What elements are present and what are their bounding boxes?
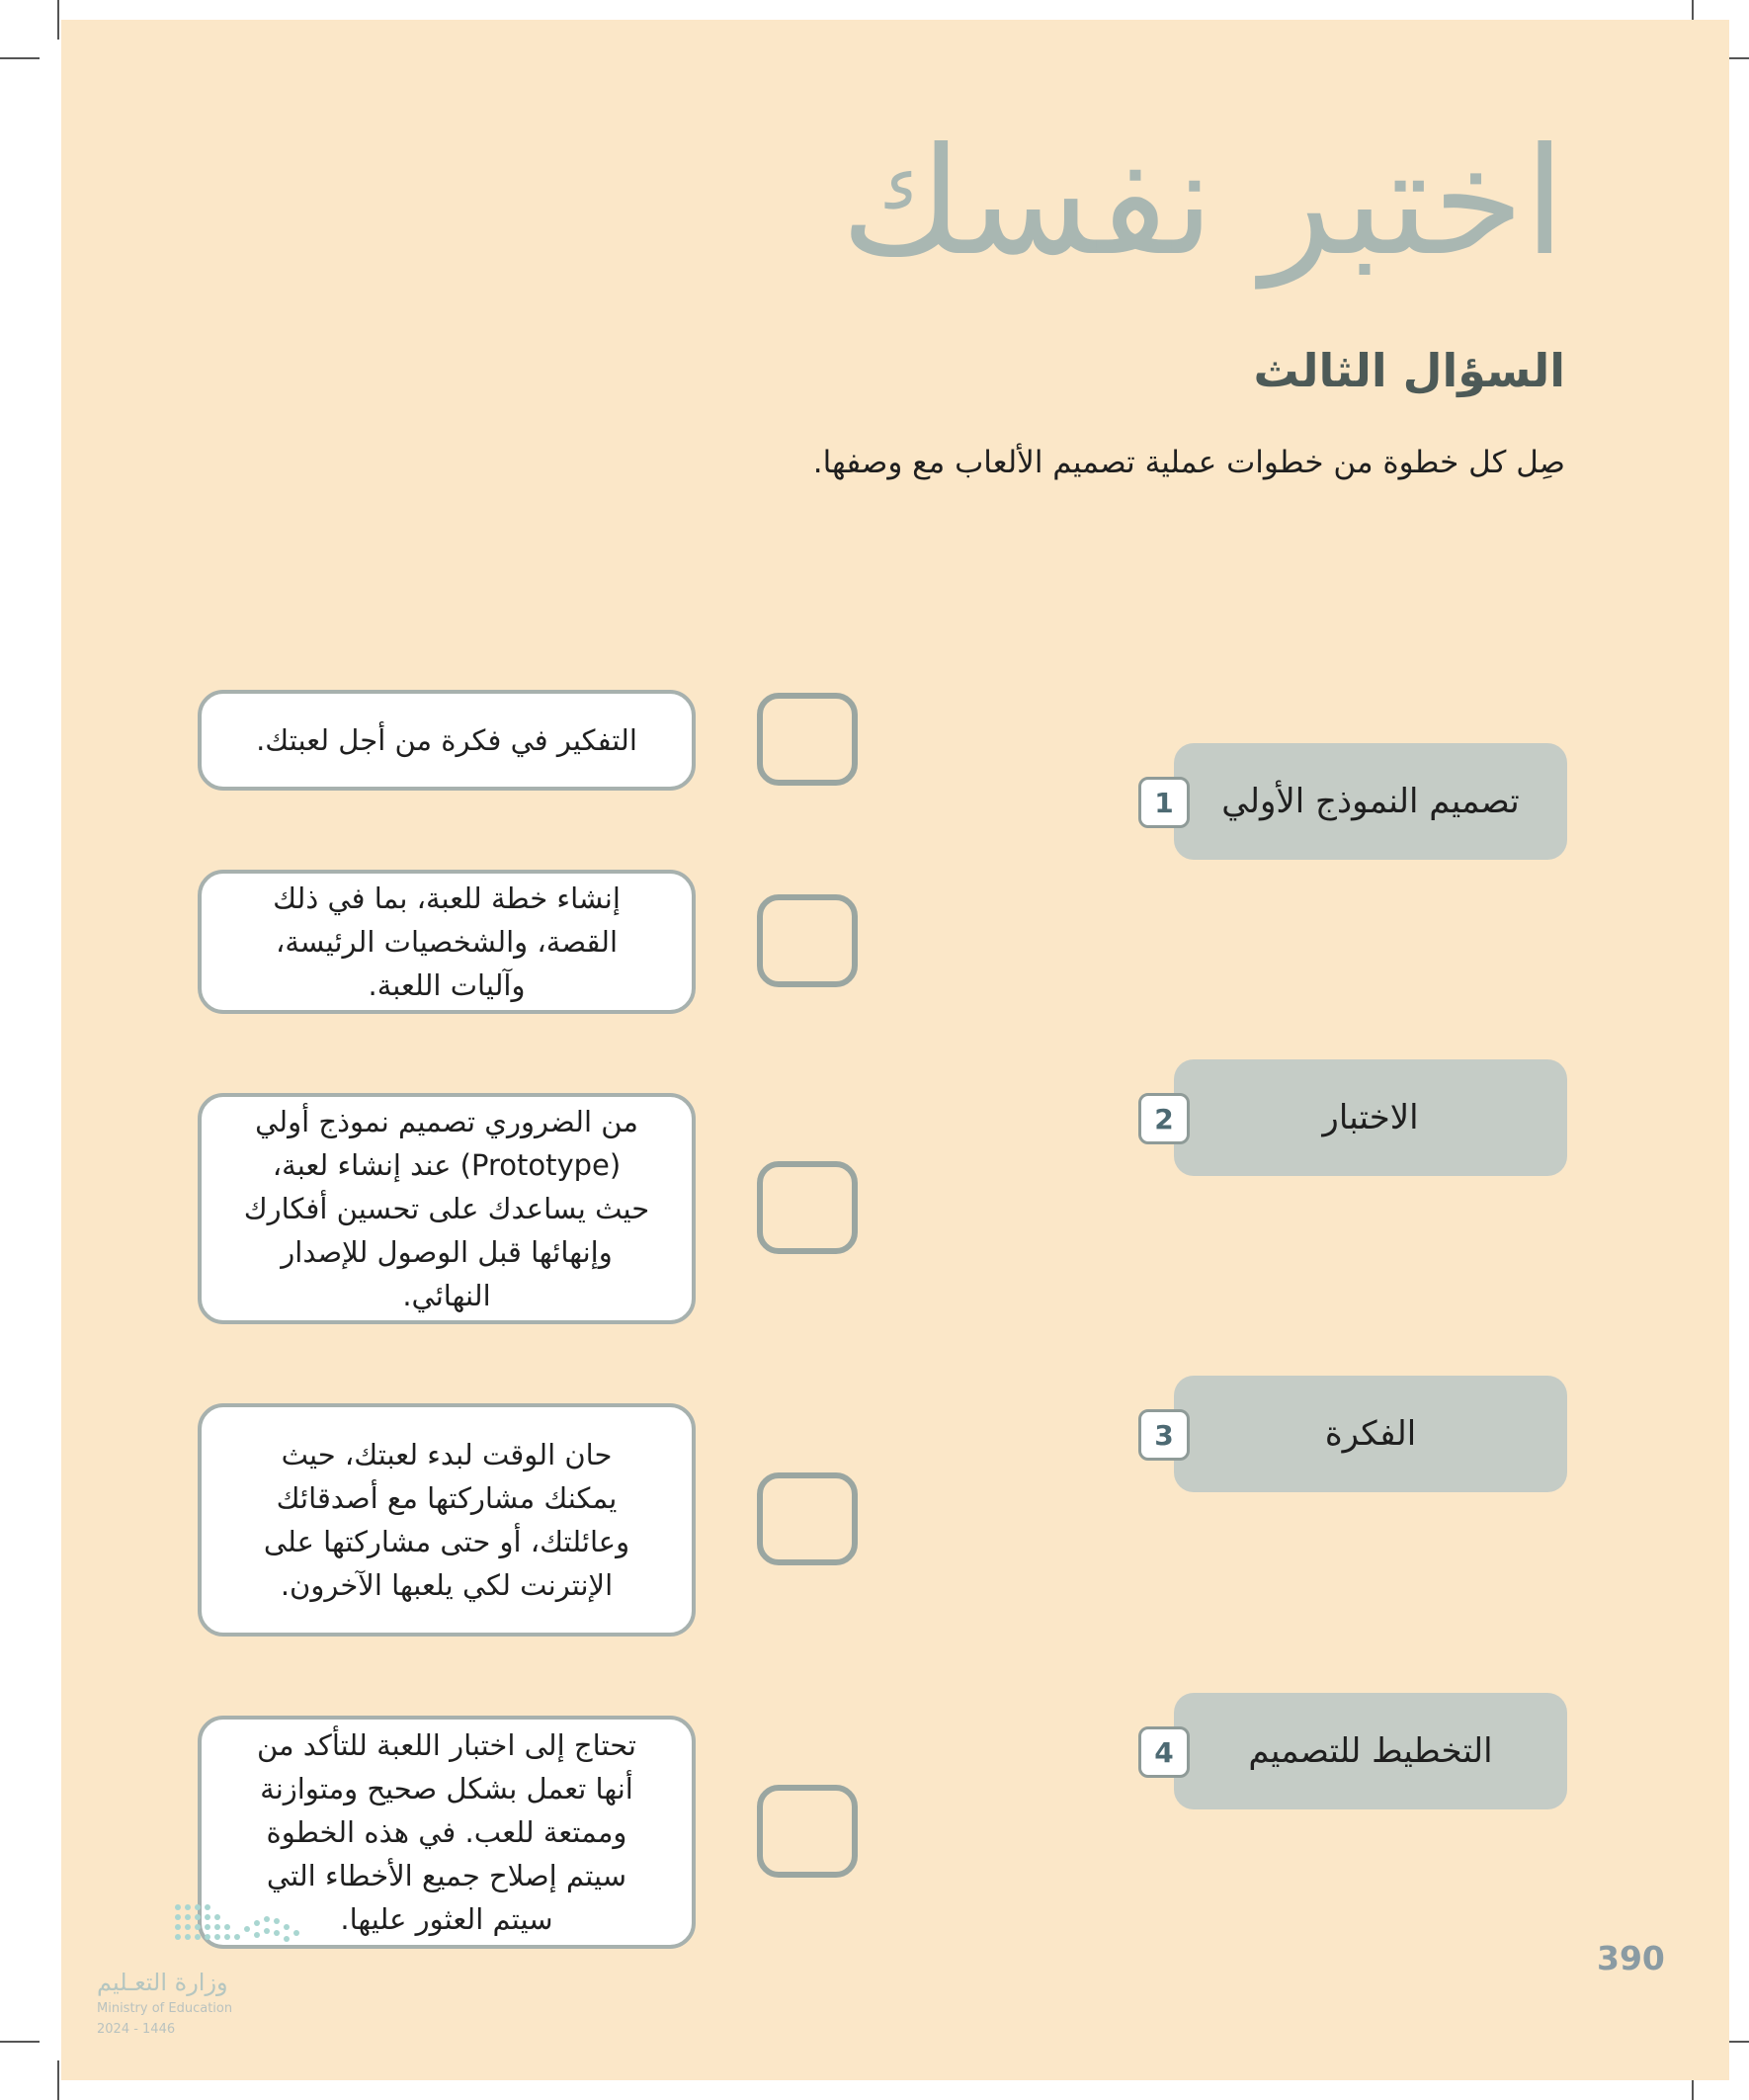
logo-dots-icon (172, 1899, 320, 1949)
answer-box-1[interactable] (757, 693, 858, 786)
description-box-4 (198, 1403, 696, 1637)
instruction-text: صِل كل خطوة من خطوات عملية تصميم الألعاب مع وصفها. (812, 445, 1565, 480)
logo-arabic-text: وزارة التعـليم (97, 1969, 228, 1996)
answer-box-4[interactable] (757, 1472, 858, 1565)
step-number-badge: 3 (1138, 1409, 1190, 1461)
description-box-3 (198, 1093, 696, 1324)
description-text: من الضروري تصميم نموذج أولي (Prototype) عند إنشاء لعبة، حيث يساعدك على تحسين أفكارك وإنهائها قبل الوصول للإصدار النهائي. (243, 1105, 650, 1312)
step-label: التخطيط للتصميم (1248, 1731, 1493, 1771)
crop-mark (0, 2041, 40, 2043)
step-number-badge: 4 (1138, 1726, 1190, 1778)
ministry-logo (97, 1899, 324, 2038)
step-number-badge: 1 (1138, 777, 1190, 828)
step-label: الاختبار (1322, 1098, 1419, 1137)
question-heading: السؤال الثالث (1253, 344, 1565, 397)
step-testing (1174, 1059, 1567, 1176)
description-text: التفكير في فكرة من أجل لعبتك. (256, 723, 637, 757)
step-label: تصميم النموذج الأولي (1221, 782, 1520, 821)
answer-box-2[interactable] (757, 894, 858, 987)
step-prototype (1174, 743, 1567, 860)
page-title: اختبر نفسك (840, 117, 1565, 289)
description-text: تحتاج إلى اختبار اللعبة للتأكد من أنها تعمل بشكل صحيح ومتوازنة وممتعة للعب. في هذه الخطوة سيتم إصلاح جميع الأخطاء التي سيتم العثور عليها. (256, 1728, 637, 1936)
step-idea (1174, 1376, 1567, 1492)
page-number: 390 (1597, 1939, 1665, 1977)
answer-box-5[interactable] (757, 1785, 858, 1878)
description-text: حان الوقت لبدء لعبتك، حيث يمكنك مشاركتها مع أصدقائك وعائلتك، أو حتى مشاركتها على الإنترنت لكي يلعبها الآخرون. (263, 1438, 630, 1602)
crop-mark (0, 57, 40, 59)
crop-mark (57, 2060, 59, 2100)
description-box-2 (198, 870, 696, 1014)
description-box-1 (198, 690, 696, 791)
step-number-badge: 2 (1138, 1093, 1190, 1144)
logo-english-text: Ministry of Education (97, 2001, 233, 2016)
crop-mark (57, 0, 59, 40)
logo-year-text: 2024 - 1446 (97, 2022, 176, 2037)
answer-box-3[interactable] (757, 1161, 858, 1254)
step-planning (1174, 1693, 1567, 1809)
description-text: إنشاء خطة للعبة، بما في ذلك القصة، والشخصيات الرئيسة، وآليات اللعبة. (273, 882, 621, 1002)
step-label: الفكرة (1324, 1414, 1417, 1454)
